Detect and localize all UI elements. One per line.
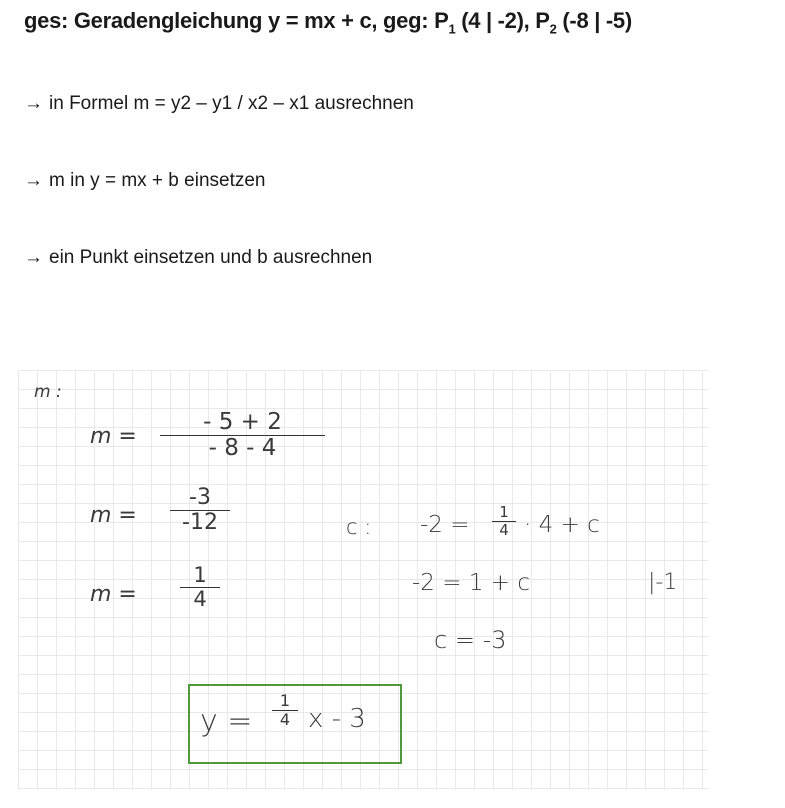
step-2	[24, 170, 266, 192]
c-operation: |-1	[648, 570, 678, 595]
c-eq2: -2 = 1 + c	[412, 570, 530, 596]
step-3	[24, 247, 372, 269]
c-eq1-denominator: 4	[499, 520, 509, 539]
eq1-lhs: m =	[90, 424, 137, 449]
result-numerator: 1	[279, 691, 291, 710]
eq2-numerator: -3	[189, 485, 211, 510]
c-eq1-numerator: 1	[499, 503, 509, 521]
result-rhs: x - 3	[308, 704, 366, 734]
eq3-fraction	[180, 564, 220, 611]
eq2-denominator: -12	[182, 510, 218, 536]
m-label: m :	[34, 382, 62, 402]
page-title	[24, 8, 632, 36]
arrow-right-icon: →	[24, 170, 43, 191]
step-1-text: in Formel m = y2 – y1 / x2 – x1 ausrechnen	[49, 93, 414, 114]
eq2-fraction	[170, 486, 230, 535]
result-denominator: 4	[279, 709, 291, 729]
c-eq1-lhs: -2 =	[420, 512, 470, 538]
arrow-right-icon: →	[24, 93, 43, 114]
eq3-lhs: m =	[90, 582, 137, 607]
eq3-numerator: 1	[193, 563, 207, 587]
title-part-3: (-8 | -5)	[556, 8, 632, 33]
c-eq1-fraction	[492, 504, 516, 538]
title-part-1: ges: Geradengleichung y = mx + c, geg: P	[24, 8, 449, 33]
c-eq1-rhs: · 4 + c	[524, 512, 600, 538]
result-lhs: y =	[200, 704, 253, 739]
step-1	[24, 93, 414, 115]
eq1-numerator: - 5 + 2	[203, 409, 282, 435]
eq2-lhs: m =	[90, 503, 137, 528]
arrow-right-icon: →	[24, 247, 43, 268]
title-p1-subscript: 1	[448, 21, 456, 37]
eq1-denominator: - 8 - 4	[208, 435, 277, 462]
result-fraction	[272, 692, 298, 728]
title-part-2: (4 | -2), P	[455, 8, 550, 33]
title-p2-subscript: 2	[549, 21, 557, 37]
c-eq3: c = -3	[434, 626, 507, 654]
step-2-text: m in y = mx + b einsetzen	[49, 170, 266, 191]
eq3-denominator: 4	[193, 587, 207, 612]
step-3-text: ein Punkt einsetzen und b ausrechnen	[49, 247, 373, 268]
eq1-fraction	[160, 410, 325, 462]
c-label: c :	[346, 515, 372, 539]
